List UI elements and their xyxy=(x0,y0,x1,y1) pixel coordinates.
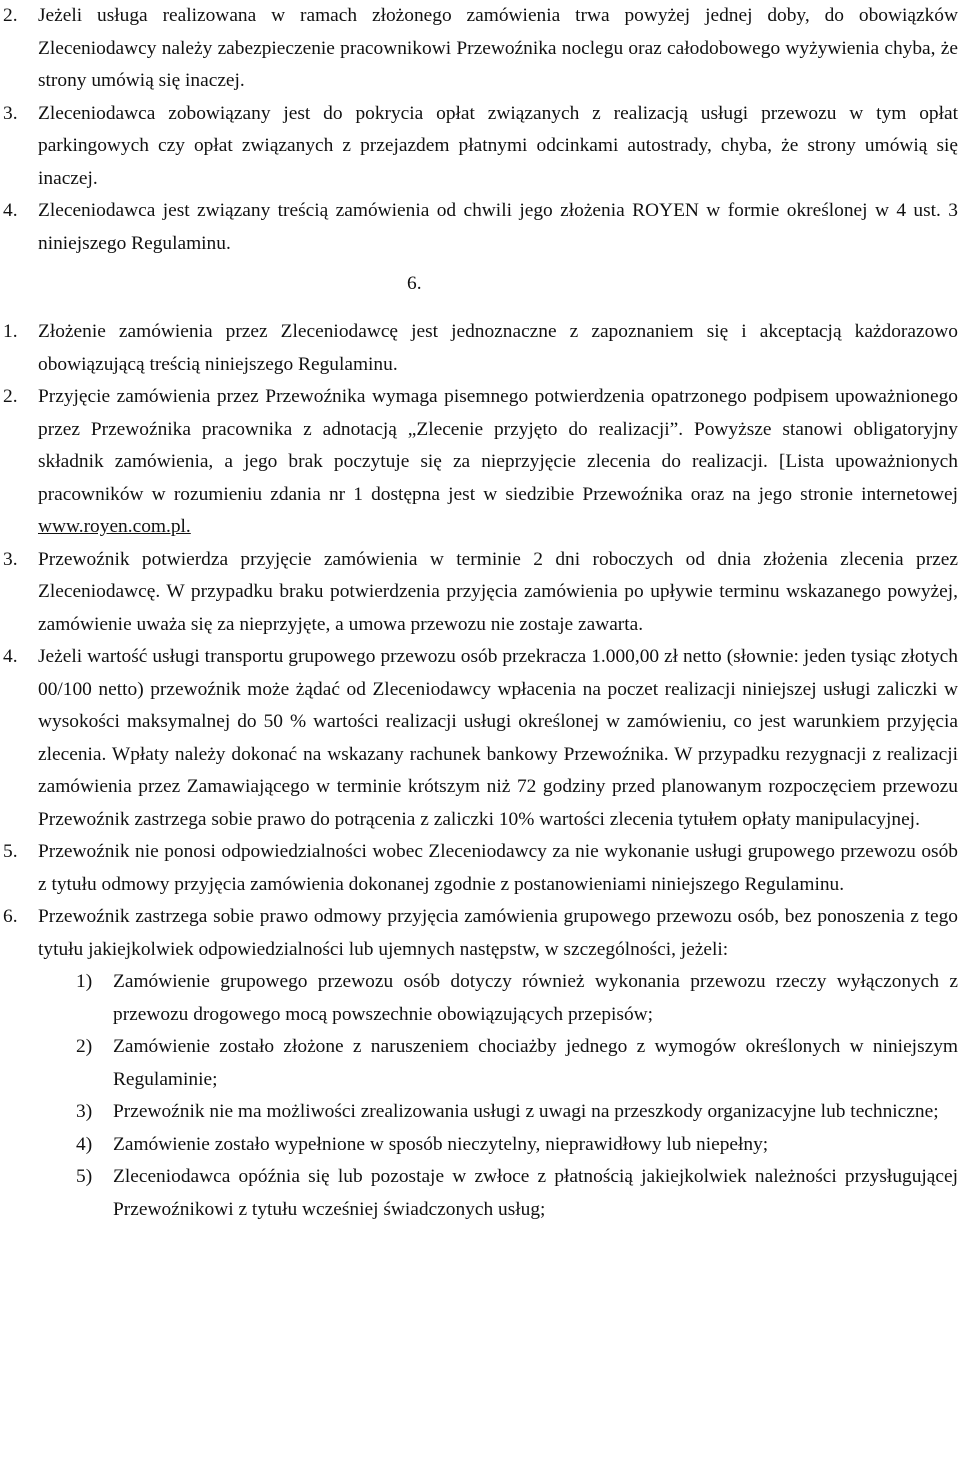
item-number: 1. xyxy=(3,321,18,342)
paragraph-6-4 xyxy=(0,641,960,836)
section-number: 6. xyxy=(407,273,422,294)
item-number: 5. xyxy=(3,841,18,862)
item-number: 4. xyxy=(3,200,18,221)
item-text: Jeżeli wartość usługi transportu grupowego przewozu osób przekracza 1.000,00 zł netto (słownie: jeden tysiąc złotych 00/100 netto) przewoźnik może żądać od Zleceniodawcy wpłacenia na poczet realizacji niniejszej usługi zaliczki w wysokości maksymalnej do 50 % wartości realizacji usługi określonej w zamówieniu, co jest warunkiem przyjęcia zlecenia. Wpłaty należy dokonać na wskazany rachunek bankowy Przewoźnika. W przypadku rezygnacji z realizacji zamówienia przez Zamawiającego w terminie krótszym niż 72 godziny przed planowanym rozpoczęciem przewozu Przewoźnik zastrzega sobie prawo do potrącenia z zaliczki 10% wartości zlecenia tytułem opłaty manipulacyjnej. xyxy=(38,646,958,830)
item-number: 4. xyxy=(3,646,18,667)
paragraph-5-3 xyxy=(0,98,960,196)
item-text: Przewoźnik zastrzega sobie prawo odmowy przyjęcia zamówienia grupowego przewozu osób, bez ponoszenia z tego tytułu jakiejkolwiek odpowiedzialności lub ujemnych następstw, w szczególności, jeżeli: xyxy=(38,906,958,960)
subitem-number: 4) xyxy=(76,1133,93,1155)
website-link[interactable]: www.royen.com.pl. xyxy=(38,516,191,537)
subitem-number: 1) xyxy=(76,971,93,992)
subitem-number: 5) xyxy=(76,1166,93,1187)
item-number: 2. xyxy=(3,386,18,407)
subitem-1 xyxy=(0,966,960,1031)
item-number: 6. xyxy=(3,906,18,927)
subitem-text: Zleceniodawca opóźnia się lub pozostaje w zwłoce z płatnością jakiejkolwiek należności przysługującej Przewoźnikowi z tytułu wcześniej świadczonych usług; xyxy=(113,1166,958,1220)
item-text: Przewoźnik nie ponosi odpowiedzialności wobec Zleceniodawcy za nie wykonanie usługi grupowego przewozu osób z tytułu odmowy przyjęcia zamówienia dokonanej zgodnie z postanowieniami niniejszego Regulaminu. xyxy=(38,841,958,895)
subitem-text: Zamówienie zostało złożone z naruszeniem chociażby jednego z wymogów określonych w niniejszym Regulaminie; xyxy=(113,1036,958,1090)
paragraph-6-2 xyxy=(0,381,960,544)
paragraph-6-3 xyxy=(0,544,960,642)
item-text: Przyjęcie zamówienia przez Przewoźnika wymaga pisemnego potwierdzenia opatrzonego podpisem upoważnionego przez Przewoźnika pracownika z adnotacją „Zlecenie przyjęto do realizacji”. Powyższe stanowi obligatoryjny składnik zamówienia, a jego brak poczytuje się za nieprzyjęcie zlecenia do realizacji. [Lista upoważnionych pracowników w rozumieniu zdania nr 1 dostępna jest w siedzibie Przewoźnika oraz na jego stronie internetowej xyxy=(38,386,958,505)
item-text: Zleceniodawca jest związany treścią zamówienia od chwili jego złożenia ROYEN w formie określonej w 4 ust. 3 niniejszego Regulaminu. xyxy=(38,200,958,254)
item-number: 3. xyxy=(3,102,18,124)
subitem-5 xyxy=(0,1161,960,1226)
item-number: 2. xyxy=(3,5,18,26)
subitem-2 xyxy=(0,1031,960,1096)
subitem-text: Zamówienie grupowego przewozu osób dotyczy również wykonania przewozu rzeczy wyłączonych z przewozu drogowego mocą powszechnie obowiązujących przepisów; xyxy=(113,971,958,1025)
item-text: Złożenie zamówienia przez Zleceniodawcę jest jednoznaczne z zapoznaniem się i akceptacją każdorazowo obowiązującą treścią niniejszego Regulaminu. xyxy=(38,321,958,375)
item-text: Jeżeli usługa realizowana w ramach złożonego zamówienia trwa powyżej jednej doby, do obowiązków Zleceniodawcy należy zabezpieczenie pracownikowi Przewoźnika noclegu oraz całodobowego wyżywienia chyba, że strony umówią się inaczej. xyxy=(38,5,958,91)
subitem-text: Zamówienie zostało wypełnione w sposób nieczytelny, nieprawidłowy lub niepełny; xyxy=(113,1133,769,1155)
subitem-4 xyxy=(0,1129,960,1162)
paragraph-5-4 xyxy=(0,195,960,260)
subitem-text: Przewoźnik nie ma możliwości zrealizowania usługi z uwagi na przeszkody organizacyjne lub techniczne; xyxy=(113,1101,939,1122)
subitem-number: 3) xyxy=(76,1101,93,1122)
section-heading xyxy=(0,260,960,316)
paragraph-6-1 xyxy=(0,316,960,381)
subitem-number: 2) xyxy=(76,1036,93,1057)
paragraph-5-2 xyxy=(0,0,960,98)
paragraph-6-5 xyxy=(0,836,960,901)
item-text: Przewoźnik potwierdza przyjęcie zamówienia w terminie 2 dni roboczych od dnia złożenia zlecenia przez Zleceniodawcę. W przypadku braku potwierdzenia przyjęcia zamówienia po upływie terminu wskazanego powyżej, zamówienie uważa się za nieprzyjęte, a umowa przewozu nie zostaje zawarta. xyxy=(38,548,958,635)
item-text: Zleceniodawca zobowiązany jest do pokrycia opłat związanych z realizacją usługi przewozu w tym opłat parkingowych czy opłat związanych z przejazdem płatnymi odcinkami autostrady, chyba, że strony umówią się inaczej. xyxy=(38,102,958,189)
item-number: 3. xyxy=(3,548,18,570)
subitem-3 xyxy=(0,1096,960,1129)
paragraph-6-6 xyxy=(0,901,960,966)
